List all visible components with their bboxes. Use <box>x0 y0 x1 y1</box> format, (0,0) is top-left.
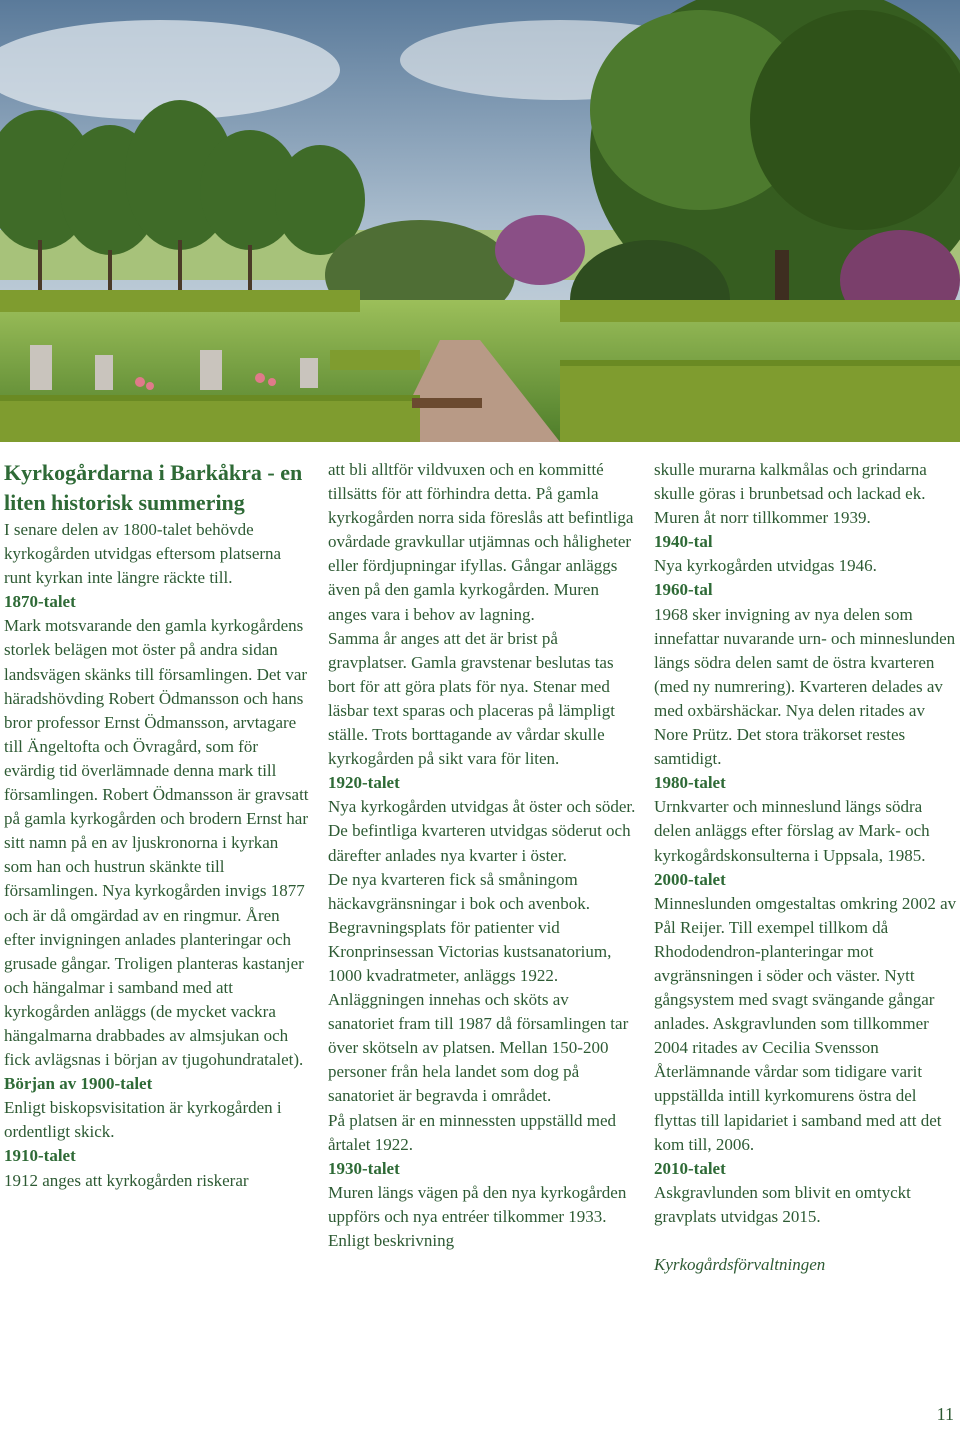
column-2-body <box>328 458 636 1253</box>
body-paragraph: Nya kyrkogården utvidgas åt öster och söder. De befintliga kvarteren utvidgas söderut och därefter anlades nya kvarter i öster. <box>328 797 636 865</box>
section-heading: 1920-talet <box>328 773 400 793</box>
section-heading: 1940-tal <box>654 532 713 552</box>
section-heading: 1960-tal <box>654 580 713 600</box>
body-paragraph: Enligt biskopsvisitation är kyrkogården i ordentligt skick. <box>4 1098 282 1142</box>
body-paragraph: att bli alltför vildvuxen och en kommitté tillsätts för att förhindra detta. På gamla kyrkogården norra sida föreslås att befintliga ovårdade gravkullar utjämnas och håligheter eller fördjupningar ifyllas. Gångar anläggs även på den gamla kyrkogården. Muren anges vara i behov av lagning. <box>328 460 634 624</box>
body-paragraph: skulle murarna kalkmålas och grindarna skulle göras i brunbetsad och lackad ek. Muren åt norr tillkommer 1939. <box>654 460 927 528</box>
body-paragraph: 1968 sker invigning av nya delen som innefattar nuvarande urn- och minneslunden längs södra delen samt de östra kvarteren (med ny numrering). Kvarteren delades av med oxbärshäckar. Nya delen ritades av Nore Prütz. Det stora träkorset restes samtidigt. <box>654 604 956 769</box>
column-2 <box>328 458 636 1253</box>
signature: Kyrkogårdsförvaltningen <box>654 1255 826 1274</box>
section-heading: 2000-talet <box>654 869 726 889</box>
body-paragraph: I senare delen av 1800-talet behövde kyrkogården utvidgas eftersom platserna runt kyrkan inte längre räckte till. <box>4 520 282 588</box>
page-number: 11 <box>936 1404 954 1424</box>
body-paragraph: På platsen är en minnessten uppställd med årtalet 1922. <box>328 1110 616 1154</box>
section-heading: 1930-talet <box>328 1158 400 1178</box>
body-paragraph: Mark motsvarande den gamla kyrkogårdens storlek belägen mot öster på andra sidan landsvägen skänks till församlingen. Det var häradshövding Robert Ödmansson och hans bror professor Ernst Ödmansson, arvtagare till Ängeltofta och Övragård, som för evärdig tid överlämnade denna mark till församlingen. Robert Ödmansson är gravsatt på gamla kyrkogården och brodern Ernst har sitt namn på en av ljuskronorna i kyrkan som han och hustrun skänkte till församlingen. Nya kyrkogården invigs 1877 och är då omgärdad av en ringmur. Åren efter invigningen anlades planteringar och grusade gångar. Troligen planteras kastanjer och hängalmar i samband med att kyrkogården anläggs (de mycket vackra hängalmarna drabbades av almsjukan och fick avlägsnas i början av tjugohundratalet). <box>4 616 309 1070</box>
body-paragraph: Urnkvarter och minneslund längs södra delen anläggs efter förslag av Mark- och kyrkogårdskonsulterna i Uppsala, 1985. <box>654 797 930 865</box>
body-paragraph: Muren längs vägen på den nya kyrkogården uppförs och nya entréer tilkommer 1933. Enligt beskrivning <box>328 1182 627 1250</box>
article-title: Kyrkogårdarna i Barkåkra - en liten historisk summering <box>4 460 303 515</box>
body-paragraph: Begravningsplats för patienter vid Kronprinsessan Victorias kustsanatorium, 1000 kvadratmeter, anläggs 1922. Anläggningen innehas och sköts av sanatoriet fram till 1987 då församlingen tar över skötseln av platsen. Mellan 150-200 personer från hela landet som dog på sanatoriet är begravda i området. <box>328 917 629 1106</box>
body-paragraph: Askgravlunden som blivit en omtyckt gravplats utvidgas 2015. <box>654 1182 911 1226</box>
body-paragraph: Nya kyrkogården utvidgas 1946. <box>654 556 877 576</box>
body-paragraph: Minneslunden omgestaltas omkring 2002 av Pål Reijer. Till exempel tillkom då Rhododendron-planteringar mot avgränsningen i söder och väster. Nytt gångsystem med svagt svängande gångar anlades. Askgravlunden som tillkommer 2004 ritades av Cecilia Svensson <box>654 893 957 1058</box>
column-1-body <box>4 518 309 1193</box>
section-heading: 1870-talet <box>4 592 76 612</box>
section-heading: 1910-talet <box>4 1146 76 1166</box>
column-3 <box>654 458 960 1277</box>
cemetery-photo <box>0 0 960 442</box>
section-heading: Början av 1900-talet <box>4 1074 153 1094</box>
section-heading: 1980-talet <box>654 773 726 793</box>
column-3-body <box>654 458 960 1277</box>
body-paragraph: 1912 anges att kyrkogården riskerar <box>4 1170 249 1190</box>
body-paragraph: De nya kvarteren fick så småningom häckavgränsningar i bok och avenbok. <box>328 869 590 913</box>
column-1 <box>4 458 309 1193</box>
body-paragraph: Återlämnande vårdar som tidigare varit uppställda intill kyrkomurens östra del flyttas till lapidariet i samband med att det kom till, 2006. <box>654 1062 942 1154</box>
body-paragraph: Samma år anges att det är brist på gravplatser. Gamla gravstenar beslutas tas bort för att göra plats för nya. Stenar med läsbar text sparas och placeras på lämpligt ställe. Trots borttagande av vårdar skulle kyrkogården på sikt vara för liten. <box>328 628 615 769</box>
section-heading: 2010-talet <box>654 1158 726 1178</box>
